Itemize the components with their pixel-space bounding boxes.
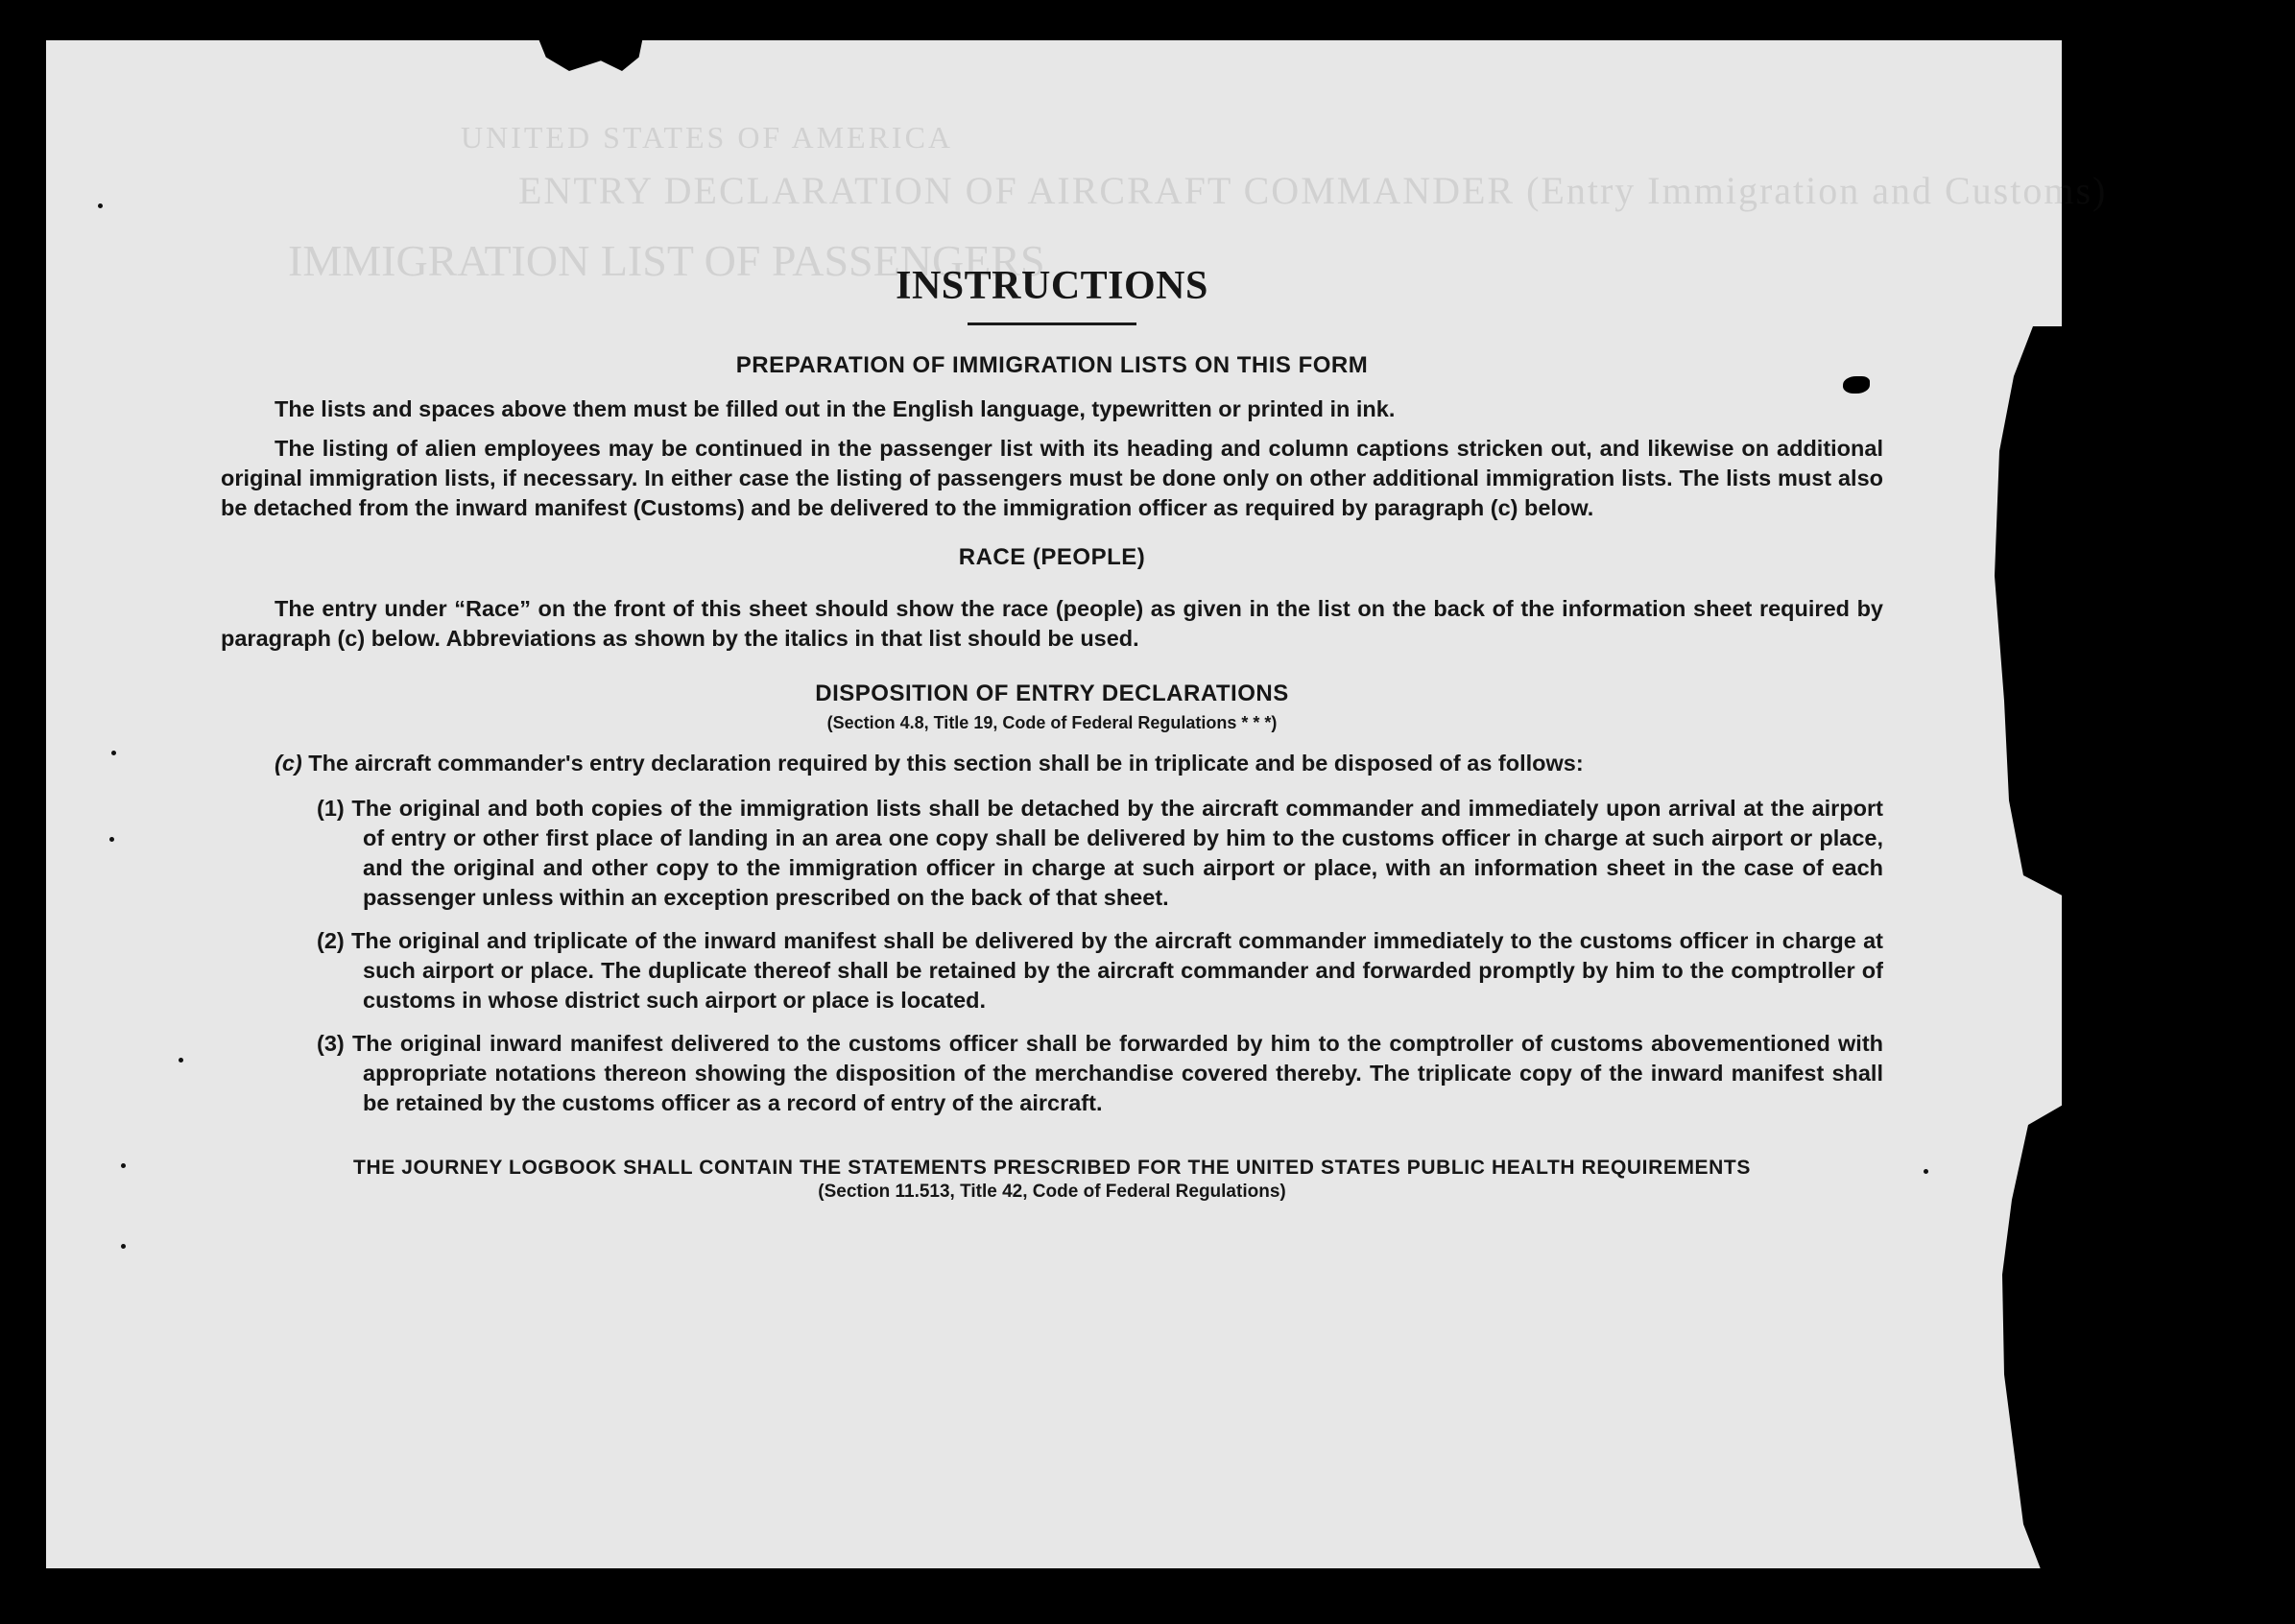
speck (109, 837, 114, 842)
paragraph-marker: (c) (275, 751, 302, 776)
speck (121, 1163, 126, 1168)
item-number: (1) (317, 796, 345, 821)
item-number: (3) (317, 1031, 345, 1056)
instructions-content (221, 259, 1883, 1203)
preparation-paragraph-1: The lists and spaces above them must be filled out in the English language, typewritten or printed in ink. (275, 396, 1396, 421)
item-text: The original and triplicate of the inward manifest shall be delivered by the aircraft commander immediately to the customs officer in charge at such airport or place. The duplicate thereof shall be retained by the aircraft commander and forwarded promptly by him to the comptroller of customs in whose district such airport or place is located. (351, 928, 1883, 1013)
page-title: INSTRUCTIONS (896, 264, 1208, 308)
disposition-intro (221, 749, 1883, 778)
preparation-heading: PREPARATION OF IMMIGRATION LISTS ON THIS FORM (735, 352, 1369, 378)
disposition-item-1 (317, 794, 1883, 913)
speck (1924, 1169, 1928, 1174)
speck (179, 1058, 183, 1063)
disposition-heading: DISPOSITION OF ENTRY DECLARATIONS (815, 681, 1289, 706)
footer-citation: (Section 11.513, Title 42, Code of Federal Regulations) (818, 1182, 1286, 1202)
disposition-citation: (Section 4.8, Title 19, Code of Federal Regulations * * *) (826, 713, 1278, 732)
race-paragraph: The entry under “Race” on the front of this sheet should show the race (people) as given in the list on the back of the information sheet required by paragraph (c) below. Abbreviations as shown by the italics in that list should be used. (221, 596, 1883, 651)
item-text: The original and both copies of the immigration lists shall be detached by the aircraft commander and immediately upon arrival at the airport of entry or other first place of landing in an area one copy shall be delivered by him to the customs officer in charge at such airport or place, and the original and other copy to the immigration officer in charge at such airport or place, with an information sheet in the case of each passenger unless within an exception prescribed on the back of that sheet. (351, 796, 1883, 910)
race-heading: RACE (PEOPLE) (958, 544, 1146, 570)
item-text: The original inward manifest delivered to the customs officer shall be forwarded by him to the comptroller of customs abovementioned with appropriate notations thereon showing the disposition of the merchandise covered thereby. The triplicate copy of the inward manifest shall be retained by the customs officer as a record of entry of the aircraft. (351, 1031, 1883, 1115)
preparation-paragraph-2: The listing of alien employees may be continued in the passenger list with its heading and column captions stricken out, and likewise on additional original immigration lists, if necessary. In either case the listing of passengers must be done only on other additional immigration lists. The lists must also be detached from the inward manifest (Customs) and be delivered to the immigration officer as required by paragraph (c) below. (221, 436, 1883, 520)
item-number: (2) (317, 928, 345, 953)
disposition-item-3 (317, 1029, 1883, 1118)
footer-requirement: THE JOURNEY LOGBOOK SHALL CONTAIN THE STATEMENTS PRESCRIBED FOR THE UNITED STATES PUBLIC HEALTH REQUIREMENTS (353, 1157, 1751, 1179)
title-underline (968, 322, 1136, 325)
speck (111, 751, 116, 755)
disposition-item-2 (317, 926, 1883, 1015)
speck (98, 203, 103, 208)
disposition-intro-text: The aircraft commander's entry declaration required by this section shall be in triplicate and be disposed of as follows: (308, 751, 1584, 776)
speck (121, 1244, 126, 1249)
